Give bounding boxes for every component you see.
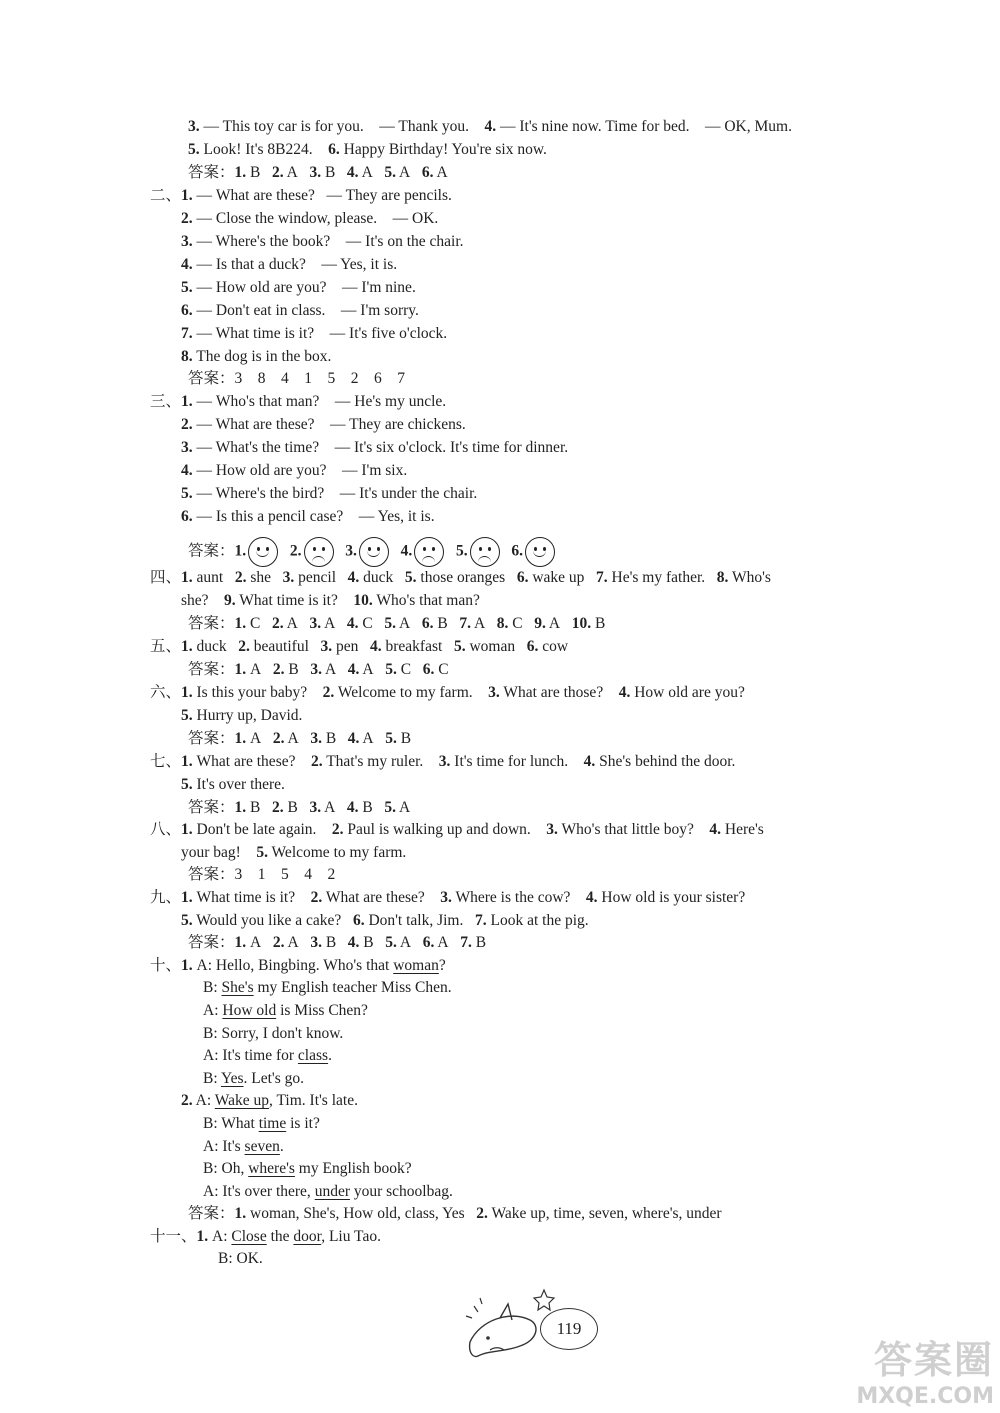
text-line: 九、1. What time is it? 2. What are these? 3. Where is the cow? 4. How old is your sister? — [150, 889, 746, 906]
text-line: 答案：1. A 2. A 3. B 4. A 5. B — [188, 730, 412, 747]
sad-face-icon — [470, 537, 500, 567]
text-line: 5. — Where's the bird? — It's under the chair. — [181, 485, 478, 502]
text-line: 3. — Where's the book? — It's on the chair. — [181, 233, 464, 250]
text-line: 7. — What time is it? — It's five o'clock. — [181, 325, 448, 342]
text-line: B: Sorry, I don't know. — [203, 1025, 344, 1042]
sad-face-icon — [414, 537, 444, 567]
text-line: 3. — What's the time? — It's six o'clock. It's time for dinner. — [181, 439, 569, 456]
text-line: 2. A: Wake up, Tim. It's late. — [181, 1092, 358, 1109]
text-line: 3. — This toy car is for you. — Thank you. 4. — It's nine now. Time for bed. — OK, Mum. — [188, 118, 792, 135]
watermark — [856, 1329, 994, 1409]
text-line: B: Yes. Let's go. — [203, 1070, 304, 1087]
text-line: she? 9. What time is it? 10. Who's that man? — [181, 592, 480, 609]
text-line: 六、1. Is this your baby? 2. Welcome to my farm. 3. What are those? 4. How old are you? — [150, 684, 745, 701]
text-line: 5. — How old are you? — I'm nine. — [181, 279, 416, 296]
text-line: 答案：3 1 5 4 2 — [188, 866, 336, 883]
sad-face-icon — [304, 537, 334, 567]
text-line: 三、1. — Who's that man? — He's my uncle. — [150, 393, 447, 410]
happy-face-icon — [525, 537, 555, 567]
text-line: 答案：1. B 2. B 3. A 4. B 5. A — [188, 799, 411, 816]
text-line: B: She's my English teacher Miss Chen. — [203, 979, 452, 996]
text-line: 八、1. Don't be late again. 2. Paul is walking up and down. 3. Who's that little boy? 4. Here's — [150, 821, 764, 838]
text-line: 答案：1. A 2. A 3. B 4. B 5. A 6. A 7. B — [188, 934, 487, 951]
happy-face-icon — [359, 537, 389, 567]
text-line: 答案：3 8 4 1 5 2 6 7 — [188, 370, 406, 387]
text-line: 4. — How old are you? — I'm six. — [181, 462, 408, 479]
text-line: 答案：1. woman, She's, How old, class, Yes 2. Wake up, time, seven, where's, under — [188, 1205, 722, 1222]
text-line: 2. — What are these? — They are chickens. — [181, 416, 466, 433]
happy-face-icon — [248, 537, 278, 567]
page-number: 119 — [540, 1308, 598, 1350]
text-line: A: How old is Miss Chen? — [203, 1002, 368, 1019]
text-line: 答案：1. C 2. A 3. A 4. C 5. A 6. B 7. A 8. C 9. A 10. B — [188, 615, 606, 632]
text-line: A: It's time for class. — [203, 1047, 332, 1064]
text-line: 5. Look! It's 8B224. 6. Happy Birthday! You're six now. — [188, 141, 547, 158]
text-line: 五、1. duck 2. beautiful 3. pen 4. breakfast 5. woman 6. cow — [150, 638, 569, 655]
text-line: 答案：1. A 2. B 3. A 4. A 5. C 6. C — [188, 661, 449, 678]
text-line: 十、1. A: Hello, Bingbing. Who's that woman? — [150, 957, 446, 974]
watermark-url: MXQE.COM — [856, 1384, 994, 1409]
text-line: 8. The dog is in the box. — [181, 348, 332, 365]
text-line: 二、1. — What are these? — They are pencils. — [150, 187, 452, 204]
text-line: 2. — Close the window, please. — OK. — [181, 210, 439, 227]
text-line: A: It's over there, under your schoolbag. — [203, 1183, 453, 1200]
text-line: 答案：1. B 2. A 3. B 4. A 5. A 6. A — [188, 164, 448, 181]
text-line: 6. — Don't eat in class. — I'm sorry. — [181, 302, 419, 319]
text-line: 四、1. aunt 2. she 3. pencil 4. duck 5. those oranges 6. wake up 7. He's my father. 8. Who's — [150, 569, 771, 586]
text-line: 5. It's over there. — [181, 776, 285, 793]
text-line: B: OK. — [218, 1250, 263, 1267]
text-line: 4. — Is that a duck? — Yes, it is. — [181, 256, 398, 273]
text-line: 5. Hurry up, David. — [181, 707, 303, 724]
text-line: B: What time is it? — [203, 1115, 320, 1132]
text-line: 6. — Is this a pencil case? — Yes, it is. — [181, 508, 435, 525]
watermark-logo: 答案圈 — [873, 1338, 994, 1382]
text-line: 七、1. What are these? 2. That's my ruler. 3. It's time for lunch. 4. She's behind the door. — [150, 753, 736, 770]
text-line: A: It's seven. — [203, 1138, 284, 1155]
text-line: 十一、1. A: Close the door, Liu Tao. — [150, 1228, 381, 1245]
text-line: B: Oh, where's my English book? — [203, 1160, 412, 1177]
text-line: your bag! 5. Welcome to my farm. — [181, 844, 407, 861]
text-line: 5. Would you like a cake? 6. Don't talk, Jim. 7. Look at the pig. — [181, 912, 589, 929]
text-line: 答案：1. 2. 3. 4. 5. 6. — [188, 537, 559, 567]
